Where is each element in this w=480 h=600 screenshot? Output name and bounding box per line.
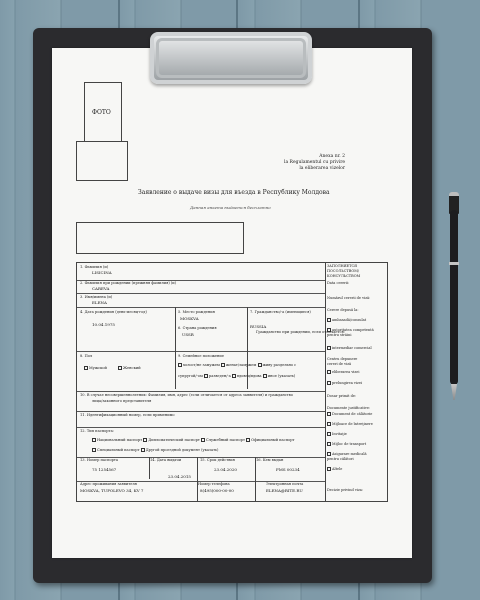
col-line <box>197 457 198 501</box>
sidebar-d1[interactable] <box>327 412 372 416</box>
birthdate-value[interactable]: 10.04.1975 <box>92 322 115 327</box>
sidebar-opt2[interactable] <box>327 328 374 332</box>
checkbox[interactable] <box>327 381 331 385</box>
checkbox[interactable] <box>327 346 331 350</box>
marital-row1[interactable] <box>178 363 296 367</box>
checkbox[interactable] <box>178 363 182 367</box>
sex-female-option[interactable] <box>118 366 141 370</box>
checkbox[interactable] <box>327 442 331 446</box>
sidebar-decision: Decizie privind viza: <box>327 488 364 492</box>
name-label: 3. Имя/имена (и) <box>80 295 113 299</box>
passport-type-label: 12. Тип паспорта: <box>80 429 114 433</box>
pen[interactable] <box>440 192 466 414</box>
phone-label: Номер телефона <box>198 482 230 486</box>
sidebar-visa-center: Centru depunere <box>327 357 358 361</box>
passport-number-label: 13. Номер паспорта <box>80 458 119 462</box>
sidebar-date: Data cererii: <box>327 281 350 285</box>
address-value[interactable]: MOSKVA, TUPOLEVO 34, KV 7 <box>80 488 144 493</box>
citizenship-label: 7. Гражданство/-а (имеющиеся) <box>250 310 311 314</box>
checkbox[interactable] <box>327 432 331 436</box>
minor-label2: лица/законного представителя <box>92 399 152 403</box>
expiry-value[interactable]: 23.04.2020 <box>214 467 237 472</box>
col-line <box>175 351 176 389</box>
header-box <box>76 222 244 254</box>
issued-by-label: 16. Кем выдан <box>256 458 284 462</box>
issued-by-value[interactable]: FMS 00234 <box>276 467 300 472</box>
sidebar-center: Cerere depusă la: <box>327 308 359 312</box>
sex-label: 8. Пол <box>80 354 93 358</box>
birthplace-value[interactable]: MOSKVA <box>180 316 199 321</box>
surname-value[interactable]: LISICINA <box>92 270 112 275</box>
sidebar-visa-center2: cereri de viză <box>327 362 352 366</box>
sidebar-opt4-text: eliberarea vizei <box>332 370 360 374</box>
pen-ring <box>449 262 459 265</box>
sex-male-text: Мужской <box>89 366 107 370</box>
col-line <box>255 457 256 501</box>
checkbox[interactable] <box>246 438 250 442</box>
form-subtitle: Данная анкета выдается бесплатно <box>190 205 271 210</box>
birth-surname-label: 2. Фамилия при рождении (прежняя фамилия) (и) <box>80 281 177 285</box>
sidebar-docs: Documente justificative: <box>327 406 371 410</box>
annex-line3: la eliberarea vizelor <box>299 166 346 172</box>
form-title: Заявление о выдаче визы для въезда в Республику Молдова <box>138 189 330 196</box>
checkbox[interactable] <box>204 374 208 378</box>
annex-line1: Anexa nr. 2 <box>319 154 346 159</box>
expiry-label: 15. Срок действия <box>200 458 235 462</box>
birthcountry-label: 6. Страна рождения <box>178 326 217 330</box>
marital-other: иное (указать) <box>267 374 296 378</box>
citizenship-value[interactable]: RUSSIA <box>250 324 267 329</box>
sidebar-d6-text: Altele <box>332 467 343 471</box>
name-value[interactable]: ELENA <box>92 300 107 305</box>
annex-block <box>284 154 345 172</box>
checkbox[interactable] <box>92 448 96 452</box>
marital-row2[interactable] <box>178 374 295 378</box>
checkbox[interactable] <box>84 366 88 370</box>
sidebar-d4[interactable] <box>327 442 366 446</box>
checkbox[interactable] <box>327 422 331 426</box>
passport-national: Национальный паспорт <box>97 438 143 442</box>
issue-date-value[interactable]: 23.04.2015 <box>168 474 191 479</box>
row-line <box>77 293 325 294</box>
passport-special: Специальный паспорт <box>97 448 140 452</box>
sidebar-divider <box>325 263 326 501</box>
checkbox[interactable] <box>327 412 331 416</box>
birthplace-label: 5. Место рождения <box>178 310 215 314</box>
checkbox[interactable] <box>327 467 331 471</box>
checkbox[interactable] <box>327 318 331 322</box>
passport-diplomatic: Дипломатический паспорт <box>148 438 200 442</box>
sidebar-header1: ЗАПОЛНЯЕТСЯ <box>327 264 357 268</box>
birthcountry-value[interactable]: USSR <box>182 332 194 337</box>
photo-label: ФОТО <box>92 109 111 116</box>
email-value[interactable]: ELENA@RITE.RU <box>266 488 303 493</box>
sidebar-header3: КОНСУЛЬСТВОМ <box>327 274 361 278</box>
passport-service: Служебный паспорт <box>206 438 245 442</box>
passport-type-row1[interactable] <box>92 438 295 442</box>
sidebar-opt1[interactable] <box>327 318 366 322</box>
marital-spouse: супругой/-ом <box>178 374 203 378</box>
address-label: Адрес проживания заявителя <box>80 482 137 486</box>
phone-value[interactable]: 8(495)000-00-00 <box>200 488 234 493</box>
sidebar-opt5-text: prelungirea vizei <box>332 381 363 385</box>
email-label: Электронная почта <box>266 482 304 486</box>
minor-label: 10. В случае несовершеннолетних: Фамилия, имя, адрес (если отличается от адреса заявителя) и гражданство <box>80 393 293 397</box>
sex-female-text: Женский <box>123 366 141 370</box>
checkbox[interactable] <box>327 370 331 374</box>
sidebar-d5b: pentru călători <box>327 457 354 461</box>
passport-type-row2[interactable] <box>92 448 218 452</box>
checkbox[interactable] <box>232 374 236 378</box>
checkbox[interactable] <box>201 438 205 442</box>
passport-other: Другой проездной документ (указать) <box>145 448 219 452</box>
passport-number-value[interactable]: 75 1254567 <box>92 467 117 472</box>
checkbox[interactable] <box>221 363 225 367</box>
pen-tip <box>451 384 457 400</box>
row-line <box>77 307 325 308</box>
checkbox[interactable] <box>143 438 147 442</box>
checkbox[interactable] <box>92 438 96 442</box>
row-line <box>77 391 325 392</box>
surname-label: 1. Фамилия (и) <box>80 265 109 269</box>
row-line <box>77 427 325 428</box>
birthdate-label: 4. Дата рождения (день-месяц-год) <box>80 310 147 314</box>
marital-separated: живу раздельно с <box>262 363 297 367</box>
row-line <box>77 411 325 412</box>
sidebar-d2-text: Mijloace de întreţinere <box>332 422 373 426</box>
marital-divorced: разведен/-а <box>208 374 231 378</box>
idnumber-label: 11. Идентификационный номер, если применимо <box>80 413 175 417</box>
sidebar-d1-text: Document de călătorie <box>332 412 373 416</box>
sidebar-d5-text: Asigurare medicală <box>332 452 367 456</box>
stamp-box <box>76 141 128 181</box>
sidebar-opt4[interactable] <box>327 370 359 374</box>
marital-label: 9. Семейное положение <box>178 354 224 358</box>
sidebar-opt3[interactable] <box>327 346 372 350</box>
sidebar-opt1-text: ambasadă/consulat <box>332 318 367 322</box>
checkbox[interactable] <box>263 374 267 378</box>
checkbox[interactable] <box>327 452 331 456</box>
sidebar-opt5[interactable] <box>327 381 362 385</box>
sidebar-opt3-text: intermediar comercial <box>332 346 372 350</box>
passport-official: Официальный паспорт <box>251 438 295 442</box>
marital-single: холост/не замужем <box>183 363 220 367</box>
checkbox[interactable] <box>118 366 122 370</box>
sidebar-number: Numărul cererii de viză: <box>327 296 371 300</box>
annex-line2: la Regulamentul cu privire <box>284 160 346 166</box>
marital-married: женат/замужем <box>225 363 257 367</box>
birth-citizenship-label: Гражданство при рождении, если отличается: <box>256 330 345 334</box>
sidebar-d6[interactable] <box>327 467 342 471</box>
sidebar-d5[interactable] <box>327 452 367 456</box>
sidebar-d2[interactable] <box>327 422 373 426</box>
sidebar-d4-text: Mijloc de transport <box>332 442 367 446</box>
checkbox[interactable] <box>327 328 331 332</box>
sidebar-opt2-text: autoritatea competentă <box>332 328 374 332</box>
clip-wire <box>156 38 306 78</box>
sidebar-d3-text: Invitaţie <box>332 432 347 436</box>
row-line <box>77 351 325 352</box>
sidebar-opt2b: pentru străini <box>327 333 352 337</box>
pen-body <box>450 210 458 385</box>
birth-surname-value[interactable]: CAREVA <box>92 286 110 291</box>
checkbox[interactable] <box>258 363 262 367</box>
sidebar-handled: Dosar primit de: <box>327 394 357 398</box>
sidebar-header2: ПОСОЛЬСТВОМ/ <box>327 269 359 273</box>
checkbox[interactable] <box>141 448 145 452</box>
marital-widowed: вдовец/вдова <box>236 374 262 378</box>
issue-date-label: 14. Дата выдачи <box>150 458 182 462</box>
sidebar-d3[interactable] <box>327 432 347 436</box>
sex-male-option[interactable] <box>84 366 107 370</box>
